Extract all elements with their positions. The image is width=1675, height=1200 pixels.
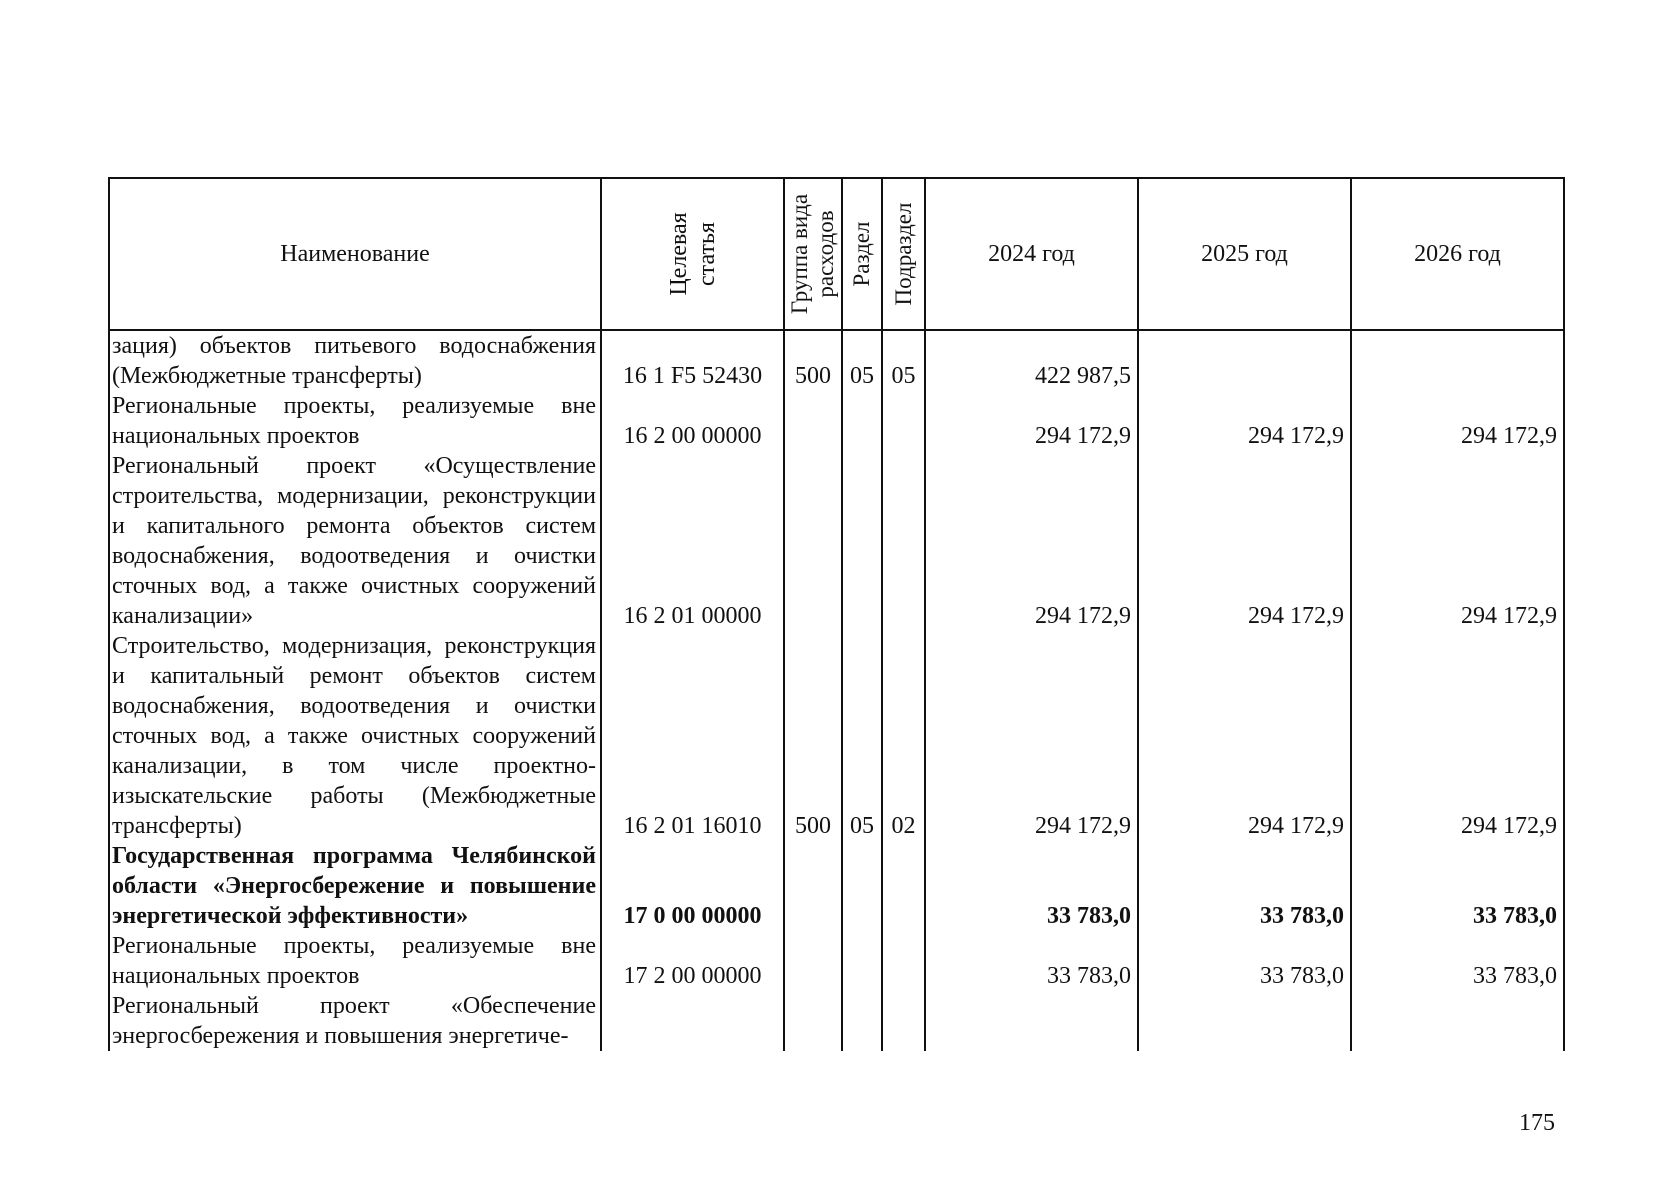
row-target-code [601,991,784,1051]
header-target-line1: Целевая [665,212,692,296]
row-name: Строительство, модернизация, реконструкция и капитальный ремонт объектов систем водоснабжения, водоотведения и очистки сточных вод, а также очистных сооружений канализации, в том числе проектно-изыскательские работы (Межбюджетные трансферты) [109,631,601,841]
row-amount-2026 [1351,330,1564,391]
header-group-line1: Группа вида [787,193,812,315]
table-row [109,330,1564,391]
row-name: Региональный проект «Осуществление строительства, модернизации, реконструкции и капитального ремонта объектов систем водоснабжения, водоотведения и очистки сточных вод, а также очистных сооружений канализации» [109,451,601,631]
row-section [842,991,882,1051]
row-amount-2026: 33 783,0 [1351,931,1564,991]
header-group-line2: расходов [813,210,838,298]
header-year-2026-label: 2026 год [1414,241,1501,267]
header-year-2025-label: 2025 год [1201,241,1288,267]
table-header [109,178,1564,330]
row-amount-2024: 33 783,0 [925,931,1138,991]
row-name: Государственная программа Челябинской области «Энергосбережение и повышение энергетической эффективности» [109,841,601,931]
row-amount-2026: 33 783,0 [1351,841,1564,931]
row-subsection [882,931,925,991]
table-row [109,451,1564,631]
row-target-code: 16 2 00 00000 [601,391,784,451]
header-expense-group [784,178,842,330]
row-amount-2024: 294 172,9 [925,631,1138,841]
row-amount-2024: 33 783,0 [925,841,1138,931]
row-subsection [882,451,925,631]
row-amount-2025: 294 172,9 [1138,391,1351,451]
row-target-code: 16 2 01 16010 [601,631,784,841]
row-subsection [882,391,925,451]
row-expense-group [784,451,842,631]
row-name: зация) объектов питьевого водоснабжения (Межбюджетные трансферты) [109,330,601,391]
row-subsection: 02 [882,631,925,841]
row-amount-2025: 294 172,9 [1138,451,1351,631]
table-row [109,391,1564,451]
row-amount-2024: 294 172,9 [925,451,1138,631]
header-year-2024 [925,178,1138,330]
row-target-code: 16 1 F5 52430 [601,330,784,391]
header-year-2026 [1351,178,1564,330]
row-section [842,451,882,631]
row-amount-2024 [925,991,1138,1051]
row-amount-2026: 294 172,9 [1351,391,1564,451]
row-amount-2025: 33 783,0 [1138,931,1351,991]
header-section [842,178,882,330]
row-section [842,391,882,451]
header-section-label: Раздел [849,221,874,287]
header-subsection-label: Подраздел [890,202,916,306]
row-target-code: 16 2 01 00000 [601,451,784,631]
row-expense-group [784,391,842,451]
row-name: Региональные проекты, реализуемые вне национальных проектов [109,391,601,451]
table-body [109,330,1564,1051]
row-section [842,931,882,991]
row-section: 05 [842,330,882,391]
table-row [109,931,1564,991]
table-row [109,631,1564,841]
row-amount-2025 [1138,991,1351,1051]
row-target-code: 17 2 00 00000 [601,931,784,991]
row-amount-2026: 294 172,9 [1351,451,1564,631]
header-name [109,178,601,330]
row-target-code: 17 0 00 00000 [601,841,784,931]
row-expense-group [784,841,842,931]
row-amount-2026: 294 172,9 [1351,631,1564,841]
row-section: 05 [842,631,882,841]
page-number: 175 [1519,1110,1555,1136]
header-name-label: Наименование [280,241,430,267]
table-row [109,991,1564,1051]
header-subsection [882,178,925,330]
row-section [842,841,882,931]
row-name: Региональный проект «Обеспечение энергосбережения и повышения энергетиче- [109,991,601,1051]
row-amount-2025: 33 783,0 [1138,841,1351,931]
row-expense-group: 500 [784,631,842,841]
header-year-2024-label: 2024 год [988,241,1075,267]
row-name: Региональные проекты, реализуемые вне национальных проектов [109,931,601,991]
row-amount-2025: 294 172,9 [1138,631,1351,841]
header-target-article [601,178,784,330]
row-subsection [882,841,925,931]
budget-table [108,177,1565,1051]
header-target-line2: статья [693,222,720,286]
row-expense-group [784,991,842,1051]
table-row [109,841,1564,931]
row-amount-2024: 294 172,9 [925,391,1138,451]
row-subsection: 05 [882,330,925,391]
row-expense-group: 500 [784,330,842,391]
header-year-2025 [1138,178,1351,330]
row-subsection [882,991,925,1051]
row-amount-2026 [1351,991,1564,1051]
row-expense-group [784,931,842,991]
row-amount-2024: 422 987,5 [925,330,1138,391]
row-amount-2025 [1138,330,1351,391]
